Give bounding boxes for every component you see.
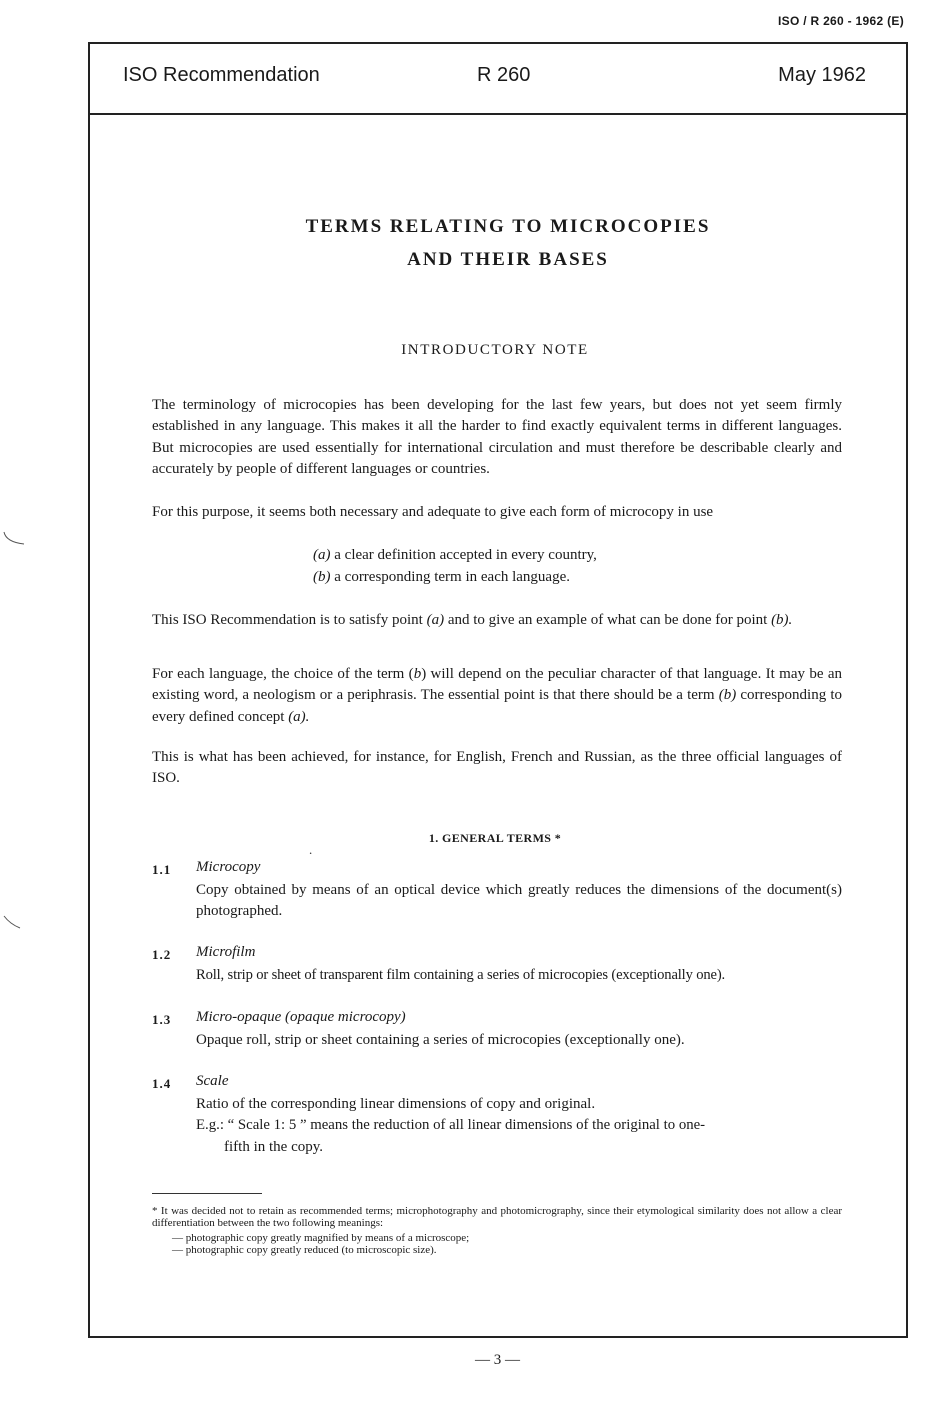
bottom-divider (88, 1336, 908, 1338)
intro-paragraph-3 (152, 610, 842, 631)
term-number: 1.2 (152, 947, 172, 962)
introductory-note-heading: INTRODUCTORY NOTE (401, 342, 589, 358)
p4-concept-a: (a). (288, 708, 310, 725)
header-date: May 1962 (778, 64, 866, 86)
list-item-b-text: a corresponding term in each language. (334, 569, 570, 585)
list-item-a-text: a clear definition accepted in every country, (334, 547, 597, 563)
page-number: — 3 — (475, 1352, 520, 1368)
margin-tick-mark (0, 530, 30, 550)
p3-text-2: and to give an example of what can be done for point (447, 612, 768, 628)
p3-point-a: (a) (426, 612, 445, 628)
intro-paragraph-5: This is what has been achieved, for instance, for English, French and Russian, as the three official languages of ISO. (152, 749, 842, 787)
p4-text-2: ) will depend on the peculiar character of that language. It may be an existing word, a neologism or a periphrasis. The essential point is that there should be a term (152, 666, 842, 704)
p4-text-3: corresponding to every defined concept (152, 687, 843, 725)
p3-point-b: (b). (771, 612, 793, 628)
term-number: 1.4 (152, 1076, 172, 1091)
document-reference: ISO / R 260 - 1962 (E) (778, 14, 904, 28)
list-item-a (313, 545, 597, 566)
term-name: Micro-opaque (opaque microcopy) (196, 1009, 406, 1025)
term-definition: Ratio of the corresponding linear dimensions of copy and original. (196, 1096, 596, 1112)
term-definition: Copy obtained by means of an optical device which greatly reduces the dimensions of the document(s) photographed. (196, 882, 842, 920)
header-divider (88, 113, 908, 115)
term-number: 1.3 (152, 1012, 172, 1027)
footnote-text: * It was decided not to retain as recommended terms; microphotography and photomicrography, since their etymological similarity does not allow a clear differentiation between the two following meanings: (152, 1205, 842, 1229)
term-example-line-2: fifth in the copy. (224, 1139, 324, 1155)
term-name: Scale (196, 1073, 229, 1089)
page-title-line-1: TERMS RELATING TO MICROCOPIES (305, 216, 711, 237)
p4-term-b-inline: b (413, 666, 422, 682)
footnote-item-2: — photographic copy greatly reduced (to microscopic size). (172, 1244, 437, 1256)
p3-text-1: This ISO Recommendation is to satisfy point (152, 612, 423, 628)
header-doc-type: ISO Recommendation (123, 64, 320, 86)
term-example-line-1: E.g.: “ Scale 1: 5 ” means the reduction of all linear dimensions of the original to one- (196, 1117, 706, 1133)
term-number: 1.1 (152, 862, 172, 877)
intro-paragraph-4 (152, 664, 842, 728)
term-definition: Opaque roll, strip or sheet containing a series of microcopies (exceptionally one). (196, 1032, 685, 1048)
p4-text-1: For each language, the choice of the term ( (152, 666, 414, 682)
term-definition: Roll, strip or sheet of transparent film containing a series of microcopies (exceptionally one). (196, 967, 726, 983)
stray-mark: . (309, 842, 313, 857)
intro-paragraph-1: The terminology of microcopies has been developing for the last few years, but does not yet seem firmly established in any language. This makes it all the harder to find exactly equivalent terms in different languages. But microcopies are used essentially for international circulation and must therefore be describable clearly and accurately by people of different languages or countries. (152, 397, 842, 477)
term-name: Microcopy (196, 859, 261, 875)
footnote-item-1: — photographic copy greatly magnified by means of a microscope; (172, 1232, 470, 1244)
margin-tick-mark (0, 912, 30, 932)
header-doc-number: R 260 (477, 64, 531, 86)
section-1-heading: 1. GENERAL TERMS * (428, 831, 562, 845)
list-item-b-marker: (b) (313, 569, 331, 585)
page-title-line-2: AND THEIR BASES (407, 249, 609, 270)
list-item-a-marker: (a) (313, 547, 331, 563)
intro-paragraph-2: For this purpose, it seems both necessary and adequate to give each form of microcopy in use (152, 504, 714, 520)
footnote-rule (152, 1193, 262, 1194)
p4-term-b: (b) (718, 687, 737, 704)
list-item-b (313, 567, 570, 588)
term-name: Microfilm (196, 944, 256, 960)
